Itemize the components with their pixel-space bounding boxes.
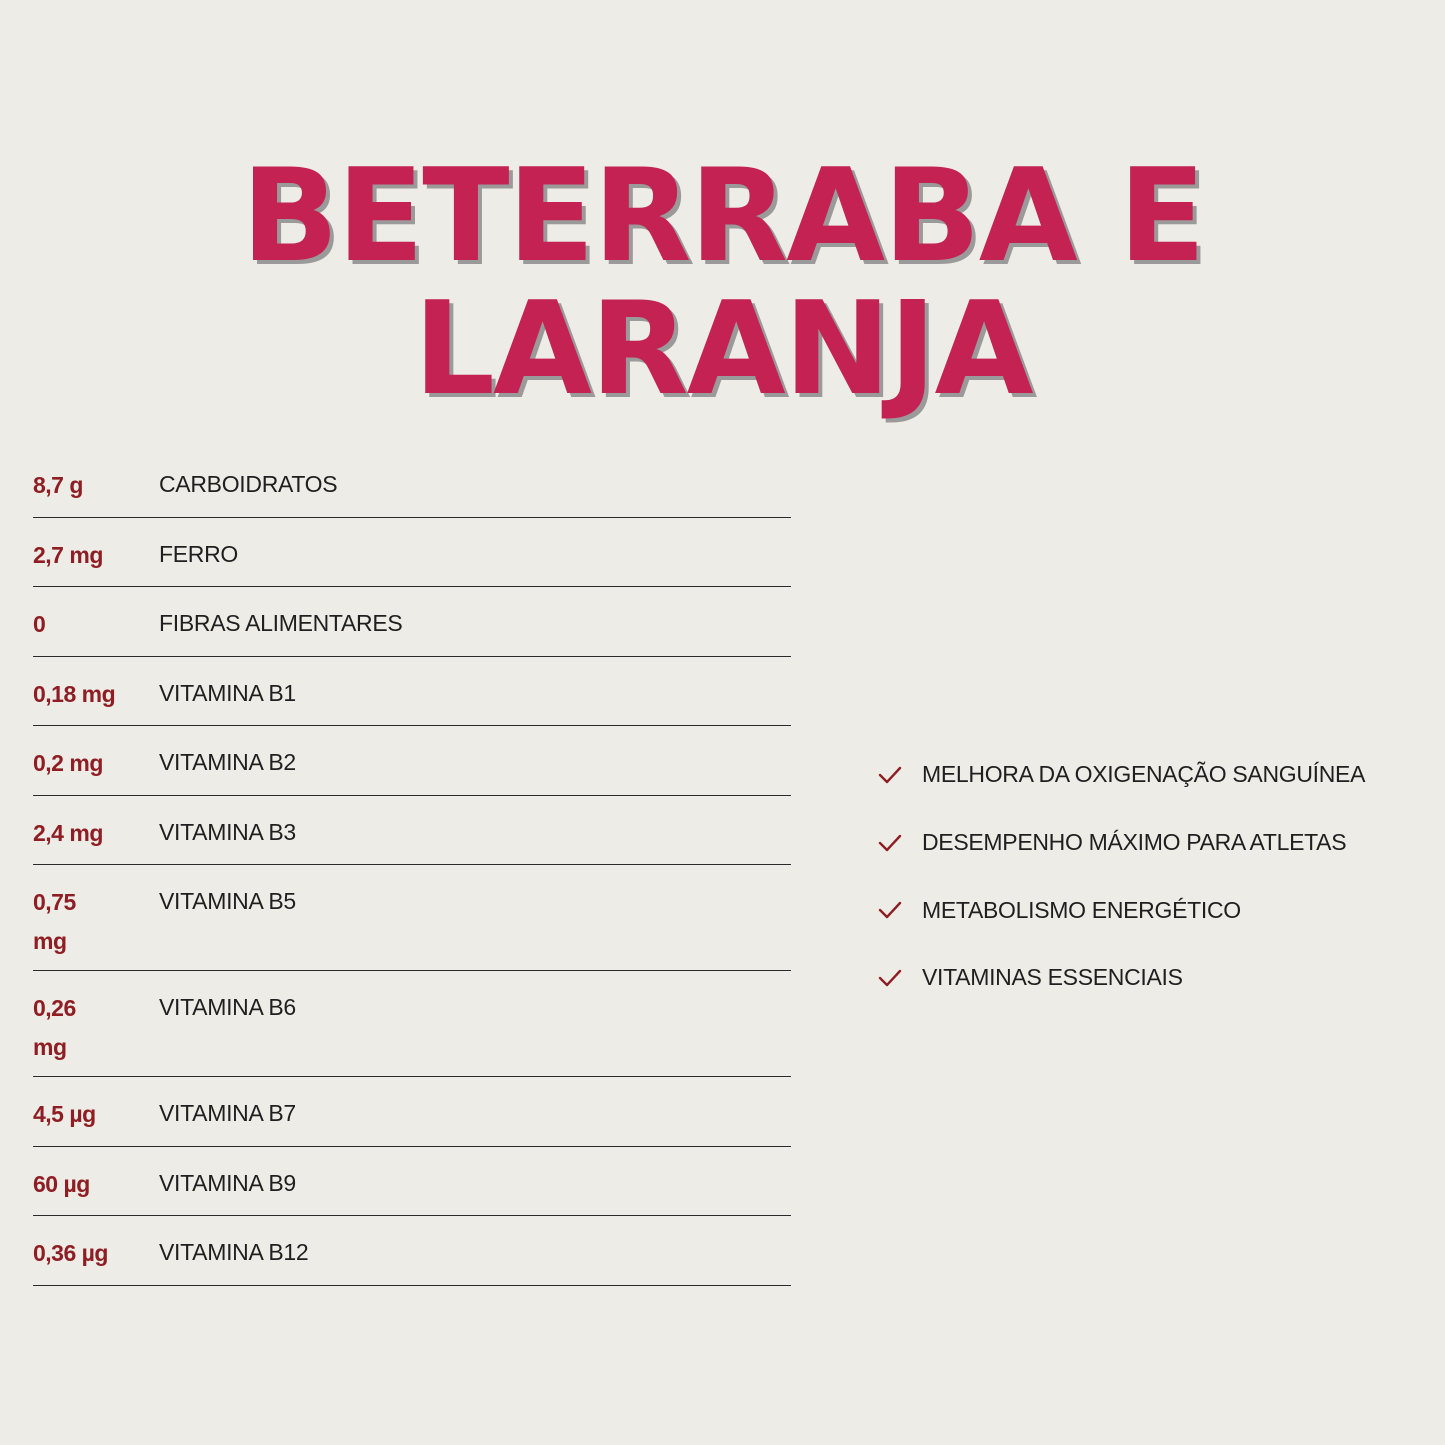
benefit-item	[876, 809, 1436, 877]
nutrient-amount: 2,4 mg	[33, 819, 103, 846]
nutrient-row-b2	[33, 726, 791, 796]
benefit-text: VITAMINAS ESSENCIAIS	[922, 964, 1183, 991]
nutrient-row-b3	[33, 796, 791, 866]
nutrient-amount: 0,18 mg	[33, 680, 116, 707]
nutrient-label: VITAMINA B3	[159, 818, 296, 845]
nutrient-amount: 0,2 mg	[33, 750, 103, 776]
nutrient-row-b9	[33, 1147, 791, 1217]
nutrient-label: FERRO	[159, 540, 239, 567]
benefits-list	[876, 741, 1436, 1012]
nutrient-amount: 0,26 mg	[33, 995, 76, 1060]
benefit-text: MELHORA DA OXIGENAÇÃO SANGUÍNEA	[922, 761, 1366, 788]
nutrient-row-b5	[33, 865, 791, 971]
nutrient-amount: 0,75 mg	[33, 889, 76, 954]
check-icon	[876, 896, 904, 924]
check-icon	[876, 964, 904, 992]
nutrient-label: FIBRAS ALIMENTARES	[159, 610, 403, 636]
nutrient-label: VITAMINA B5	[159, 888, 296, 914]
nutrient-amount: 0,36 µg	[33, 1240, 108, 1266]
benefit-text: DESEMPENHO MÁXIMO PARA ATLETAS	[922, 829, 1347, 856]
nutrient-row-ferro	[33, 518, 791, 588]
nutrient-row-b7	[33, 1077, 791, 1147]
page-title	[0, 142, 1445, 424]
nutrient-label: VITAMINA B7	[159, 1100, 296, 1126]
benefit-item	[876, 944, 1436, 1012]
title-line-1: BETERRABA E	[241, 142, 1204, 291]
nutrient-row-carboidratos	[33, 448, 791, 518]
nutrient-label: CARBOIDRATOS	[159, 471, 338, 497]
title-line-2: LARANJA	[413, 275, 1032, 424]
nutrient-amount: 4,5 µg	[33, 1101, 96, 1127]
nutrient-amount: 60 µg	[33, 1170, 90, 1197]
check-icon	[876, 761, 904, 789]
nutrient-amount: 2,7 mg	[33, 541, 103, 568]
nutrient-row-b6	[33, 971, 791, 1077]
benefit-item	[876, 741, 1436, 809]
nutrient-label: VITAMINA B1	[159, 679, 296, 706]
nutrient-amount: 8,7 g	[33, 472, 83, 498]
nutrient-label: VITAMINA B12	[159, 1239, 309, 1265]
nutrient-row-b1	[33, 657, 791, 727]
nutrient-label: VITAMINA B6	[159, 994, 296, 1020]
nutrient-row-b12	[33, 1216, 791, 1286]
nutrient-label: VITAMINA B2	[159, 749, 296, 775]
nutrient-row-fibras	[33, 587, 791, 657]
nutrient-amount: 0	[33, 611, 46, 637]
benefit-item	[876, 876, 1436, 944]
check-icon	[876, 829, 904, 857]
benefit-text: METABOLISMO ENERGÉTICO	[922, 896, 1241, 923]
nutrient-label: VITAMINA B9	[159, 1169, 296, 1196]
nutrient-table	[33, 448, 791, 1286]
